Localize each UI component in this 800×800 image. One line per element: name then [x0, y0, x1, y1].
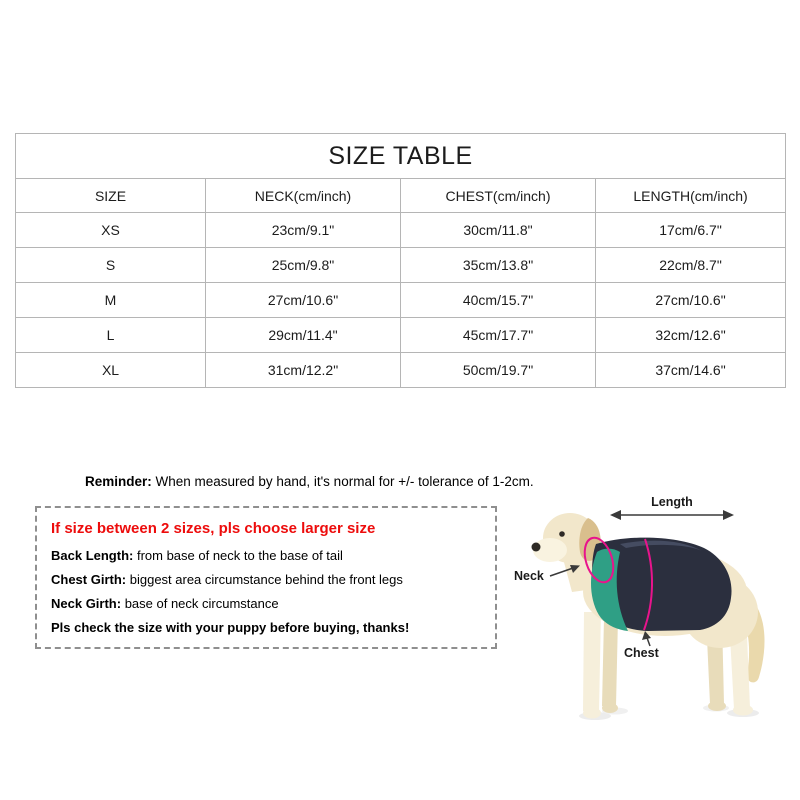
reminder-note — [85, 474, 534, 489]
size-cell: L — [16, 318, 206, 353]
table-row — [16, 318, 786, 353]
length-cell: 27cm/10.6" — [596, 283, 786, 318]
definition-term: Neck Girth: — [51, 596, 122, 611]
measure-definition-neck-girth — [51, 596, 481, 611]
table-row — [16, 248, 786, 283]
chest-cell: 40cm/15.7" — [401, 283, 596, 318]
size-cell: S — [16, 248, 206, 283]
chest-label: Chest — [624, 646, 659, 660]
reminder-label: Reminder: — [85, 474, 152, 489]
column-header-chest: CHEST(cm/inch) — [401, 179, 596, 213]
length-cell: 32cm/12.6" — [596, 318, 786, 353]
chest-cell: 45cm/17.7" — [401, 318, 596, 353]
length-label: Length — [651, 495, 693, 509]
size-cell: M — [16, 283, 206, 318]
measure-definition-back-length — [51, 548, 481, 563]
column-header-neck: NECK(cm/inch) — [206, 179, 401, 213]
neck-cell: 31cm/12.2" — [206, 353, 401, 388]
reminder-text: When measured by hand, it's normal for +/- tolerance of 1-2cm. — [151, 474, 534, 489]
measure-note-box — [35, 506, 497, 649]
definition-desc: biggest area circumstance behind the front legs — [126, 572, 403, 587]
table-header-row — [16, 179, 786, 213]
size-table-title: SIZE TABLE — [16, 134, 786, 179]
size-cell: XL — [16, 353, 206, 388]
length-arrow — [610, 495, 734, 520]
chest-cell: 35cm/13.8" — [401, 248, 596, 283]
length-cell: 17cm/6.7" — [596, 213, 786, 248]
length-cell: 37cm/14.6" — [596, 353, 786, 388]
definition-desc: from base of neck to the base of tail — [133, 548, 343, 563]
table-row — [16, 353, 786, 388]
check-size-note: Pls check the size with your puppy before buying, thanks! — [51, 620, 410, 635]
neck-label: Neck — [514, 569, 544, 583]
table-row — [16, 213, 786, 248]
neck-cell: 27cm/10.6" — [206, 283, 401, 318]
size-cell: XS — [16, 213, 206, 248]
size-advice-headline: If size between 2 sizes, pls choose larger size — [51, 520, 376, 537]
neck-cell: 23cm/9.1" — [206, 213, 401, 248]
dog-measurement-diagram — [500, 494, 795, 744]
length-cell: 22cm/8.7" — [596, 248, 786, 283]
size-table — [15, 133, 786, 388]
neck-cell: 25cm/9.8" — [206, 248, 401, 283]
table-row — [16, 283, 786, 318]
definition-term: Back Length: — [51, 548, 134, 563]
dog-illustration — [532, 513, 765, 720]
column-header-size: SIZE — [16, 179, 206, 213]
neck-cell: 29cm/11.4" — [206, 318, 401, 353]
definition-desc: base of neck circumstance — [121, 596, 279, 611]
chest-cell: 30cm/11.8" — [401, 213, 596, 248]
definition-term: Chest Girth: — [51, 572, 127, 587]
chest-cell: 50cm/19.7" — [401, 353, 596, 388]
measure-definition-chest-girth — [51, 572, 481, 587]
column-header-length: LENGTH(cm/inch) — [596, 179, 786, 213]
